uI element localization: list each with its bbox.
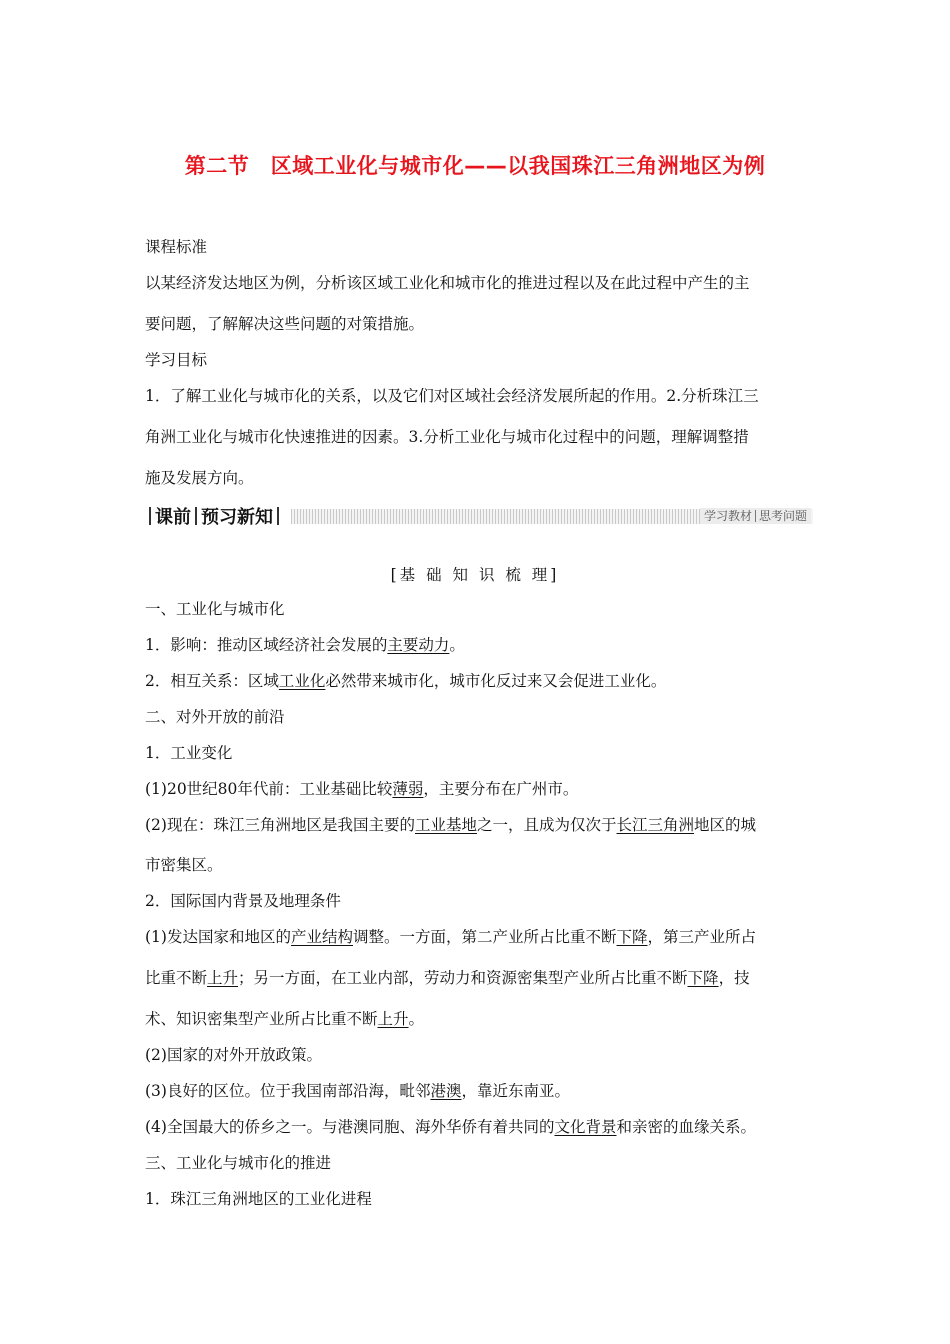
item-1-1: 1．影响：推动区域经济社会发展的主要动力。	[145, 636, 465, 654]
banner-left	[145, 505, 283, 527]
item-2-2-1-cont2: 术、知识密集型产业所占比重不断上升。	[145, 1010, 425, 1028]
heading-3: 三、工业化与城市化的推进	[145, 1154, 332, 1172]
item-2-1-1: (1)20世纪80年代前：工业基础比较薄弱，主要分布在广州市。	[145, 780, 579, 798]
banner-right	[700, 508, 811, 524]
banner-divider	[149, 507, 151, 525]
item-1-2: 2．相互关系：区域工业化必然带来城市化，城市化反过来又会促进工业化。	[145, 672, 667, 690]
blank-answer: 文化背景	[554, 1118, 617, 1136]
blank-answer: 下降	[687, 969, 719, 987]
banner-tag-divider	[755, 510, 756, 522]
item-2-2-3: (3)良好的区位。位于我国南部沿海，毗邻港澳，靠近东南亚。	[145, 1082, 570, 1100]
banner-tag-1: 学习教材	[703, 509, 752, 523]
item-2-2-2: (2)国家的对外开放政策。	[145, 1046, 322, 1064]
blank-answer: 长江三角洲	[616, 816, 695, 834]
course-standard-label: 课程标准	[145, 238, 208, 256]
blank-answer: 上升	[377, 1010, 409, 1028]
heading-2: 二、对外开放的前沿	[145, 708, 285, 726]
banner-label-2: 预习新知	[201, 507, 273, 528]
blank-answer: 工业化	[278, 672, 326, 690]
blank-answer: 产业结构	[290, 928, 353, 946]
blank-answer: 主要动力	[387, 636, 450, 654]
course-standard-text-1: 以某经济发达地区为例，分析该区域工业化和城市化的推进过程以及在此过程中产生的主	[145, 274, 750, 292]
banner-divider	[195, 507, 197, 525]
item-3-1: 1．珠江三角洲地区的工业化进程	[145, 1190, 372, 1208]
item-2-1-2-cont: 市密集区。	[145, 856, 223, 874]
item-2-2-1: (1)发达国家和地区的产业结构调整。一方面，第二产业所占比重不断下降，第三产业所占	[145, 928, 757, 946]
course-standard-text-2: 要问题，了解解决这些问题的对策措施。	[145, 315, 425, 333]
heading-1: 一、工业化与城市化	[145, 600, 285, 618]
blank-answer: 上升	[207, 969, 239, 987]
item-2-2-4: (4)全国最大的侨乡之一。与港澳同胞、海外华侨有着共同的文化背景和亲密的血缘关系。	[145, 1118, 756, 1136]
blank-answer: 薄弱	[392, 780, 424, 798]
learning-goal-text-2: 角洲工业化与城市化快速推进的因素。3.分析工业化与城市化过程中的问题，理解调整措	[145, 428, 749, 446]
banner-tag-2: 思考问题	[758, 509, 807, 523]
banner-divider	[277, 507, 279, 525]
learning-goal-text-3: 施及发展方向。	[145, 469, 254, 487]
section-heading: [基 础 知 识 梳 理]	[390, 566, 560, 584]
item-2-2: 2．国际国内背景及地理条件	[145, 892, 341, 910]
item-2-1-2: (2)现在：珠江三角洲地区是我国主要的工业基地之一，且成为仅次于长江三角洲地区的城	[145, 816, 757, 834]
item-2-1: 1．工业变化	[145, 744, 233, 762]
banner-label-1: 课前	[155, 507, 191, 528]
blank-answer: 工业基地	[414, 816, 477, 834]
page-title: 第二节 区域工业化与城市化——以我国珠江三角洲地区为例	[184, 154, 766, 178]
learning-goal-text-1: 1．了解工业化与城市化的关系，以及它们对区域社会经济发展所起的作用。2.分析珠江三	[145, 387, 759, 405]
section-banner	[145, 505, 813, 527]
blank-answer: 下降	[616, 928, 648, 946]
item-2-2-1-cont: 比重不断上升；另一方面，在工业内部，劳动力和资源密集型产业所占比重不断下降，技	[145, 969, 750, 987]
blank-answer: 港澳	[430, 1082, 462, 1100]
learning-goal-label: 学习目标	[145, 351, 208, 369]
